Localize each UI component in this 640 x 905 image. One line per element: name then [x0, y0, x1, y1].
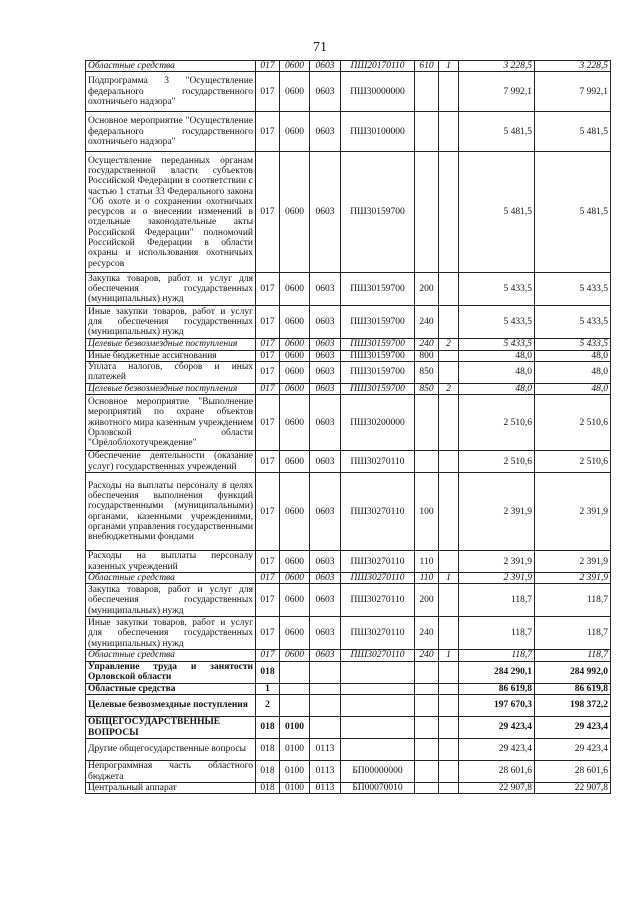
- row-vr-cell: [415, 661, 439, 683]
- row-rz-cell: 0600: [280, 617, 310, 650]
- row-rz-cell: 0600: [280, 61, 310, 72]
- row-gr-cell: 018: [256, 761, 280, 783]
- row-gr-cell: 017: [256, 72, 280, 112]
- row-value1-cell: 2 391,9: [459, 573, 535, 584]
- row-rz-cell: [280, 683, 310, 694]
- row-name-cell: Целевые безвозмездные поступления: [86, 383, 256, 394]
- row-vr-cell: 240: [415, 339, 439, 350]
- row-name-cell: Основное мероприятие "Выполнение мероприятий по охране объектов животного мира казенным учреждением Орловской области "Орёлоблохотучреждение": [86, 395, 256, 451]
- row-source-cell: [439, 695, 459, 717]
- row-cs-cell: ПШ30100000: [341, 112, 415, 152]
- row-pr-cell: 0603: [310, 112, 341, 152]
- row-cs-cell: ПШ30270110: [341, 551, 415, 573]
- row-pr-cell: 0603: [310, 395, 341, 451]
- row-name-cell: Уплата налогов, сборов и иных платежей: [86, 361, 256, 383]
- row-rz-cell: 0600: [280, 306, 310, 339]
- row-rz-cell: 0100: [280, 739, 310, 761]
- table-row: [86, 383, 611, 394]
- row-cs-cell: ПШ30270110: [341, 584, 415, 617]
- row-pr-cell: 0603: [310, 617, 341, 650]
- row-value2-cell: 118,7: [535, 584, 611, 617]
- row-value1-cell: 5 433,5: [459, 339, 535, 350]
- row-value2-cell: 2 510,6: [535, 395, 611, 451]
- row-value2-cell: 29 423,4: [535, 739, 611, 761]
- table-row: [86, 650, 611, 661]
- row-value2-cell: 28 601,6: [535, 761, 611, 783]
- row-cs-cell: БП00070010: [341, 783, 415, 794]
- row-vr-cell: [415, 112, 439, 152]
- row-value2-cell: 7 992,1: [535, 72, 611, 112]
- row-value1-cell: 3 228,5: [459, 61, 535, 72]
- row-value1-cell: 5 481,5: [459, 152, 535, 273]
- row-vr-cell: [415, 761, 439, 783]
- row-rz-cell: 0600: [280, 573, 310, 584]
- row-vr-cell: 610: [415, 61, 439, 72]
- row-source-cell: [439, 617, 459, 650]
- row-pr-cell: 0603: [310, 152, 341, 273]
- row-vr-cell: 850: [415, 361, 439, 383]
- row-pr-cell: 0603: [310, 361, 341, 383]
- row-cs-cell: [341, 739, 415, 761]
- row-pr-cell: 0603: [310, 650, 341, 661]
- row-source-cell: 1: [439, 650, 459, 661]
- row-source-cell: [439, 350, 459, 361]
- row-value1-cell: 29 423,4: [459, 739, 535, 761]
- row-rz-cell: 0100: [280, 783, 310, 794]
- row-rz-cell: 0600: [280, 350, 310, 361]
- table-row: [86, 152, 611, 273]
- row-value1-cell: 118,7: [459, 617, 535, 650]
- table-row: [86, 306, 611, 339]
- row-gr-cell: 017: [256, 61, 280, 72]
- row-source-cell: 1: [439, 61, 459, 72]
- row-name-cell: Центральный аппарат: [86, 783, 256, 794]
- table-row: [86, 112, 611, 152]
- row-value2-cell: 29 423,4: [535, 717, 611, 739]
- table-row: [86, 584, 611, 617]
- row-value1-cell: 118,7: [459, 584, 535, 617]
- row-vr-cell: 240: [415, 617, 439, 650]
- row-gr-cell: 017: [256, 617, 280, 650]
- row-name-cell: Осуществление переданных органам государственной власти субъектов Российской Федерации в соответствии с частью 1 статьи 33 Федерального закона "Об охоте и о сохранении охотничьих ресурсов и о внесении изменений в отдельные законодательные акты Российской Федерации" полномочий Российской Федерации в области охраны и использования охотничьих ресурсов: [86, 152, 256, 273]
- row-vr-cell: [415, 152, 439, 273]
- row-value1-cell: 284 290,1: [459, 661, 535, 683]
- row-pr-cell: 0603: [310, 383, 341, 394]
- row-source-cell: [439, 72, 459, 112]
- row-vr-cell: [415, 783, 439, 794]
- table-row: [86, 683, 611, 694]
- row-value2-cell: 198 372,2: [535, 695, 611, 717]
- row-gr-cell: 017: [256, 306, 280, 339]
- row-rz-cell: 0600: [280, 395, 310, 451]
- row-pr-cell: 0603: [310, 451, 341, 473]
- row-value2-cell: 118,7: [535, 617, 611, 650]
- row-pr-cell: [310, 661, 341, 683]
- table-row: [86, 451, 611, 473]
- row-source-cell: [439, 473, 459, 551]
- row-value1-cell: 48,0: [459, 383, 535, 394]
- row-value1-cell: 2 391,9: [459, 473, 535, 551]
- row-value2-cell: 86 619,8: [535, 683, 611, 694]
- row-source-cell: [439, 661, 459, 683]
- row-gr-cell: 1: [256, 683, 280, 694]
- row-gr-cell: 017: [256, 573, 280, 584]
- row-vr-cell: [415, 683, 439, 694]
- row-rz-cell: [280, 695, 310, 717]
- row-cs-cell: [341, 717, 415, 739]
- row-value2-cell: 5 433,5: [535, 273, 611, 306]
- row-pr-cell: 0603: [310, 573, 341, 584]
- row-name-cell: Расходы на выплаты персоналу казенных учреждений: [86, 551, 256, 573]
- row-gr-cell: 2: [256, 695, 280, 717]
- row-value2-cell: 5 481,5: [535, 152, 611, 273]
- row-gr-cell: 017: [256, 339, 280, 350]
- row-source-cell: [439, 551, 459, 573]
- row-vr-cell: [415, 695, 439, 717]
- row-value1-cell: 28 601,6: [459, 761, 535, 783]
- row-cs-cell: ПШ30159700: [341, 306, 415, 339]
- row-rz-cell: 0100: [280, 717, 310, 739]
- row-gr-cell: 017: [256, 350, 280, 361]
- row-gr-cell: 017: [256, 451, 280, 473]
- row-name-cell: Обеспечение деятельности (оказание услуг) государственных учреждений: [86, 451, 256, 473]
- row-value2-cell: 284 992,0: [535, 661, 611, 683]
- row-rz-cell: 0600: [280, 152, 310, 273]
- table-row: [86, 61, 611, 72]
- row-name-cell: Иные бюджетные ассигнования: [86, 350, 256, 361]
- row-value1-cell: 197 670,3: [459, 695, 535, 717]
- row-cs-cell: ПШ30159700: [341, 152, 415, 273]
- row-gr-cell: 018: [256, 717, 280, 739]
- budget-table: [85, 60, 611, 794]
- row-vr-cell: 200: [415, 584, 439, 617]
- row-rz-cell: 0600: [280, 650, 310, 661]
- row-name-cell: Целевые безвозмездные поступления: [86, 695, 256, 717]
- row-value2-cell: 48,0: [535, 350, 611, 361]
- row-source-cell: [439, 683, 459, 694]
- table-row: [86, 783, 611, 794]
- row-source-cell: [439, 761, 459, 783]
- row-source-cell: [439, 739, 459, 761]
- table-row: [86, 761, 611, 783]
- row-value1-cell: 118,7: [459, 650, 535, 661]
- row-source-cell: [439, 783, 459, 794]
- row-pr-cell: 0113: [310, 761, 341, 783]
- row-source-cell: [439, 395, 459, 451]
- row-cs-cell: [341, 695, 415, 717]
- row-source-cell: [439, 112, 459, 152]
- row-value1-cell: 2 510,6: [459, 451, 535, 473]
- row-vr-cell: [415, 451, 439, 473]
- row-vr-cell: [415, 395, 439, 451]
- row-cs-cell: ПШ30159700: [341, 339, 415, 350]
- row-vr-cell: [415, 717, 439, 739]
- row-pr-cell: [310, 695, 341, 717]
- row-vr-cell: 240: [415, 306, 439, 339]
- row-value1-cell: 7 992,1: [459, 72, 535, 112]
- table-row: [86, 350, 611, 361]
- row-vr-cell: [415, 72, 439, 112]
- table-row: [86, 661, 611, 683]
- row-gr-cell: 017: [256, 551, 280, 573]
- row-value2-cell: 5 433,5: [535, 339, 611, 350]
- row-value2-cell: 22 907,8: [535, 783, 611, 794]
- row-cs-cell: [341, 683, 415, 694]
- row-cs-cell: ПШ30159700: [341, 350, 415, 361]
- row-name-cell: Областные средства: [86, 573, 256, 584]
- row-value1-cell: 48,0: [459, 361, 535, 383]
- row-value1-cell: 29 423,4: [459, 717, 535, 739]
- table-row: [86, 72, 611, 112]
- row-cs-cell: ПШ30270110: [341, 573, 415, 584]
- row-source-cell: 2: [439, 383, 459, 394]
- row-name-cell: Подпрограмма 3 "Осуществление федерального государственного охотничьего надзора": [86, 72, 256, 112]
- row-value1-cell: 86 619,8: [459, 683, 535, 694]
- row-value2-cell: 5 433,5: [535, 306, 611, 339]
- row-name-cell: Областные средства: [86, 650, 256, 661]
- table-row: [86, 273, 611, 306]
- row-name-cell: Непрограммная часть областного бюджета: [86, 761, 256, 783]
- row-pr-cell: 0603: [310, 273, 341, 306]
- row-pr-cell: 0113: [310, 783, 341, 794]
- row-vr-cell: 800: [415, 350, 439, 361]
- row-cs-cell: ПШ30270110: [341, 473, 415, 551]
- row-name-cell: Областные средства: [86, 61, 256, 72]
- row-source-cell: [439, 152, 459, 273]
- row-value1-cell: 5 433,5: [459, 273, 535, 306]
- row-name-cell: Закупка товаров, работ и услуг для обеспечения государственных (муниципальных) нужд: [86, 273, 256, 306]
- table-row: [86, 573, 611, 584]
- row-value1-cell: 5 433,5: [459, 306, 535, 339]
- row-cs-cell: ПШ30000000: [341, 72, 415, 112]
- row-pr-cell: 0603: [310, 551, 341, 573]
- row-value2-cell: 2 391,9: [535, 473, 611, 551]
- row-cs-cell: ПШ30270110: [341, 617, 415, 650]
- row-name-cell: Расходы на выплаты персоналу в целях обеспечения выполнения функций государственными (муниципальными) органами, казенными учреждениями, органами управления государственными внебюджетными фондами: [86, 473, 256, 551]
- row-rz-cell: 0600: [280, 451, 310, 473]
- row-value2-cell: 5 481,5: [535, 112, 611, 152]
- row-pr-cell: 0603: [310, 350, 341, 361]
- row-vr-cell: 110: [415, 551, 439, 573]
- row-source-cell: 2: [439, 339, 459, 350]
- row-value2-cell: 2 391,9: [535, 551, 611, 573]
- row-gr-cell: 017: [256, 273, 280, 306]
- row-rz-cell: 0600: [280, 584, 310, 617]
- row-source-cell: [439, 451, 459, 473]
- page-number: 71: [313, 40, 327, 55]
- row-name-cell: Другие общегосударственные вопросы: [86, 739, 256, 761]
- table-row: [86, 361, 611, 383]
- table-row: [86, 551, 611, 573]
- row-gr-cell: 017: [256, 152, 280, 273]
- row-gr-cell: 018: [256, 783, 280, 794]
- row-pr-cell: 0603: [310, 473, 341, 551]
- row-value1-cell: 48,0: [459, 350, 535, 361]
- row-value2-cell: 118,7: [535, 650, 611, 661]
- row-value2-cell: 48,0: [535, 383, 611, 394]
- table-row: [86, 717, 611, 739]
- row-name-cell: Целевые безвозмездные поступления: [86, 339, 256, 350]
- row-source-cell: 1: [439, 573, 459, 584]
- row-rz-cell: 0600: [280, 339, 310, 350]
- row-source-cell: [439, 361, 459, 383]
- row-gr-cell: 017: [256, 650, 280, 661]
- row-gr-cell: 017: [256, 383, 280, 394]
- row-value1-cell: 22 907,8: [459, 783, 535, 794]
- row-pr-cell: 0603: [310, 584, 341, 617]
- row-gr-cell: 017: [256, 361, 280, 383]
- row-name-cell: Областные средства: [86, 683, 256, 694]
- row-rz-cell: 0100: [280, 761, 310, 783]
- table-row: [86, 695, 611, 717]
- row-gr-cell: 017: [256, 395, 280, 451]
- row-value2-cell: 48,0: [535, 361, 611, 383]
- row-value1-cell: 5 481,5: [459, 112, 535, 152]
- table-row: [86, 473, 611, 551]
- row-gr-cell: 017: [256, 473, 280, 551]
- row-cs-cell: ПШ30270110: [341, 650, 415, 661]
- row-name-cell: ОБЩЕГОСУДАРСТВЕННЫЕ ВОПРОСЫ: [86, 717, 256, 739]
- row-gr-cell: 017: [256, 584, 280, 617]
- row-cs-cell: ПШ20170110: [341, 61, 415, 72]
- row-source-cell: [439, 306, 459, 339]
- row-value2-cell: 2 510,6: [535, 451, 611, 473]
- row-pr-cell: [310, 717, 341, 739]
- table-row: [86, 617, 611, 650]
- row-pr-cell: 0603: [310, 306, 341, 339]
- row-rz-cell: 0600: [280, 551, 310, 573]
- row-cs-cell: [341, 661, 415, 683]
- row-rz-cell: 0600: [280, 72, 310, 112]
- row-name-cell: Иные закупки товаров, работ и услуг для обеспечения государственных (муниципальных) нужд: [86, 306, 256, 339]
- row-name-cell: Закупка товаров, работ и услуг для обеспечения государственных (муниципальных) нужд: [86, 584, 256, 617]
- row-cs-cell: ПШ30159700: [341, 273, 415, 306]
- row-vr-cell: 850: [415, 383, 439, 394]
- row-source-cell: [439, 273, 459, 306]
- row-pr-cell: 0603: [310, 339, 341, 350]
- row-value1-cell: 2 510,6: [459, 395, 535, 451]
- row-rz-cell: 0600: [280, 383, 310, 394]
- row-gr-cell: 018: [256, 739, 280, 761]
- row-pr-cell: 0603: [310, 61, 341, 72]
- row-gr-cell: 017: [256, 112, 280, 152]
- row-name-cell: Иные закупки товаров, работ и услуг для обеспечения государственных (муниципальных) нужд: [86, 617, 256, 650]
- table-row: [86, 339, 611, 350]
- row-pr-cell: [310, 683, 341, 694]
- row-pr-cell: 0603: [310, 72, 341, 112]
- row-vr-cell: [415, 739, 439, 761]
- row-pr-cell: 0113: [310, 739, 341, 761]
- row-cs-cell: ПШ30159700: [341, 361, 415, 383]
- row-name-cell: Управление труда и занятости Орловской области: [86, 661, 256, 683]
- row-value1-cell: 2 391,9: [459, 551, 535, 573]
- row-cs-cell: ПШ30159700: [341, 383, 415, 394]
- row-rz-cell: 0600: [280, 273, 310, 306]
- row-cs-cell: ПШ30270110: [341, 451, 415, 473]
- row-value2-cell: 3 228,5: [535, 61, 611, 72]
- row-name-cell: Основное мероприятие "Осуществление федерального государственного охотничьего надзора": [86, 112, 256, 152]
- row-rz-cell: 0600: [280, 473, 310, 551]
- row-rz-cell: 0600: [280, 361, 310, 383]
- row-rz-cell: [280, 661, 310, 683]
- table-row: [86, 395, 611, 451]
- row-vr-cell: 240: [415, 650, 439, 661]
- row-value2-cell: 2 391,9: [535, 573, 611, 584]
- row-source-cell: [439, 584, 459, 617]
- row-vr-cell: 200: [415, 273, 439, 306]
- row-source-cell: [439, 717, 459, 739]
- row-cs-cell: ПШ30200000: [341, 395, 415, 451]
- row-cs-cell: БП00000000: [341, 761, 415, 783]
- row-vr-cell: 100: [415, 473, 439, 551]
- row-gr-cell: 018: [256, 661, 280, 683]
- table-row: [86, 739, 611, 761]
- row-rz-cell: 0600: [280, 112, 310, 152]
- row-vr-cell: 110: [415, 573, 439, 584]
